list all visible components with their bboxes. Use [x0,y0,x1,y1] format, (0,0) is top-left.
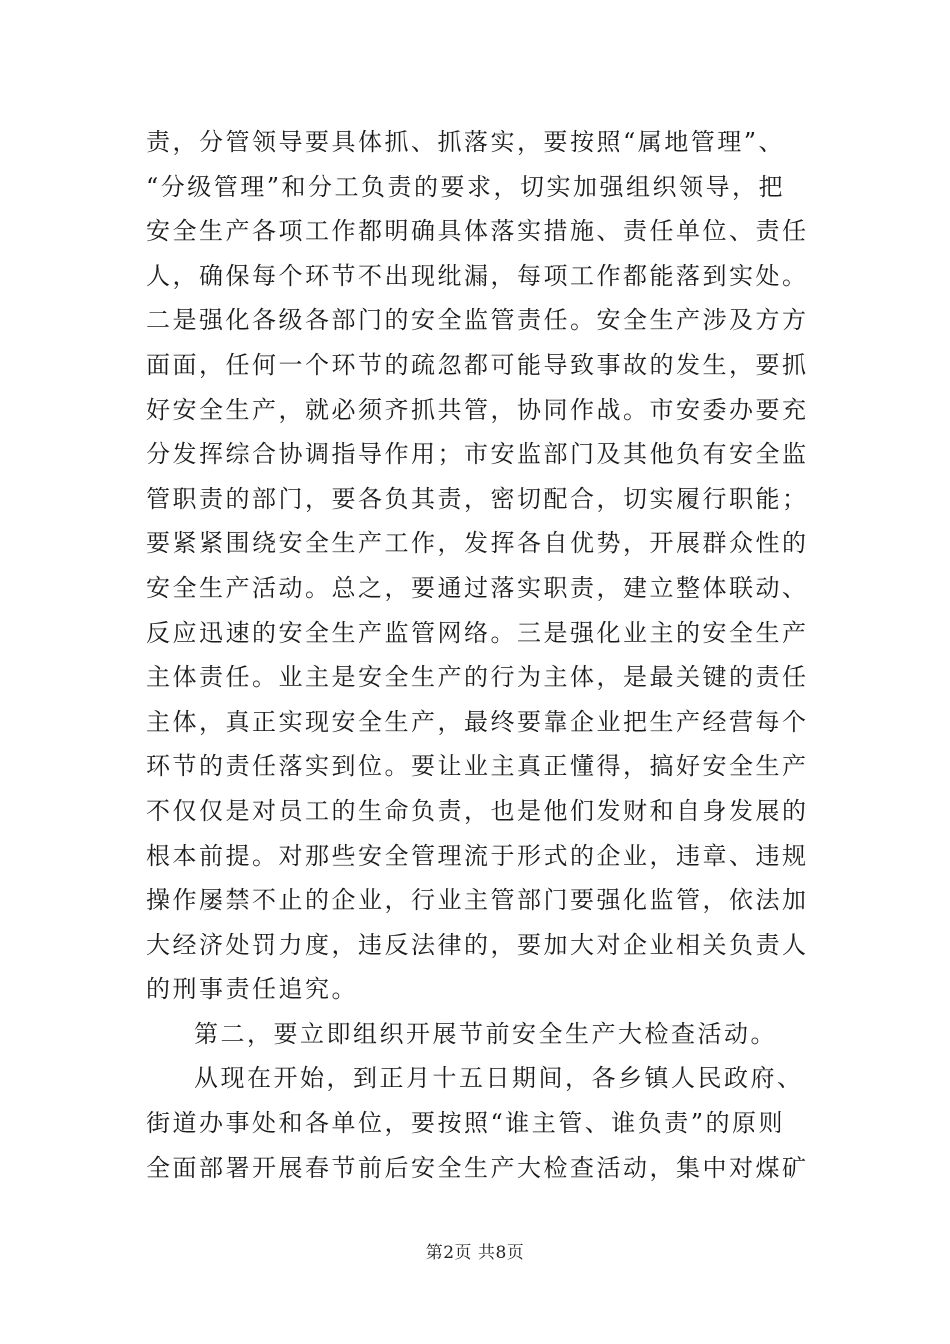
page-footer: 第2页 共8页 [425,1243,525,1263]
text-line: 分发挥综合协调指导作用；市安监部门及其他负有安全监 [146,440,809,469]
text-line: 大经济处罚力度，违反法律的，要加大对企业相关负责人 [146,930,809,959]
text-line: 管职责的部门，要各负其责，密切配合，切实履行职能； [146,484,809,513]
text-line: 操作屡禁不止的企业，行业主管部门要强化监管，依法加 [146,886,809,915]
text-line: 反应迅速的安全生产监管网络。三是强化业主的安全生产 [146,618,809,647]
text-line: “分级管理”和分工负责的要求，切实加强组织领导，把 [146,172,786,201]
text-line: 全面部署开展春节前后安全生产大检查活动，集中对煤矿 [146,1153,809,1182]
text-line: 二是强化各级各部门的安全监管责任。安全生产涉及方方 [146,306,809,335]
text-line: 要紧紧围绕安全生产工作，发挥各自优势，开展群众性的 [146,529,809,558]
text-line: 安全生产各项工作都明确具体落实措施、责任单位、责任 [146,217,809,246]
text-line: 主体责任。业主是安全生产的行为主体，是最关键的责任 [146,663,809,692]
body-text [146,120,809,1190]
text-line: 主体，真正实现安全生产，最终要靠企业把生产经营每个 [146,707,809,736]
text-line: 从现在开始，到正月十五日期间，各乡镇人民政府、 [194,1064,804,1093]
text-line: 好安全生产，就必须齐抓共管，协同作战。市安委办要充 [146,395,809,424]
text-line: 街道办事处和各单位，要按照“谁主管、谁负责”的原则 [146,1109,786,1138]
text-line: 安全生产活动。总之，要通过落实职责，建立整体联动、 [146,573,809,602]
text-line: 的刑事责任追究。 [146,975,358,1004]
text-line: 根本前提。对那些安全管理流于形式的企业，违章、违规 [146,841,809,870]
text-line: 第二，要立即组织开展节前安全生产大检查活动。 [194,1019,777,1048]
text-line: 环节的责任落实到位。要让业主真正懂得，搞好安全生产 [146,752,809,781]
text-line: 责，分管领导要具体抓、抓落实，要按照“属地管理”、 [146,128,786,156]
text-line: 人，确保每个环节不出现纰漏，每项工作都能落到实处。 [146,261,809,290]
text-line: 不仅仅是对员工的生命负责，也是他们发财和自身发展的 [146,796,809,825]
text-line: 面面，任何一个环节的疏忽都可能导致事故的发生，要抓 [146,350,809,379]
